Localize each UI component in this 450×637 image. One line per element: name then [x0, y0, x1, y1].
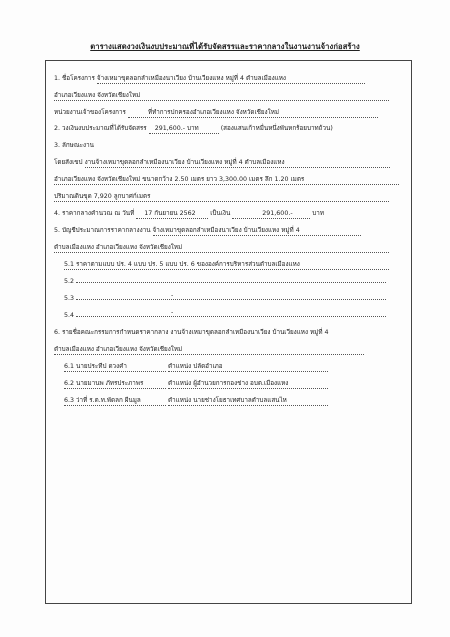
item-4-row — [54, 210, 324, 219]
item-4-date: 17 กันยายน 2562 — [136, 210, 208, 219]
item-5-1: 5.1 ราคาตามแบบ ปร. 4 แบบ ปร. 5 แบบ ปร. 6 ขององค์การบริหารส่วนตำบลเมืองแหง — [64, 261, 389, 270]
member-2-role: ตำแหน่ง ผู้อำนวยการกองช่าง อบต.เมืองแหง — [168, 380, 328, 389]
item-5-row — [54, 227, 361, 236]
item-5-1-row — [64, 261, 389, 270]
item-1-value: จ้างเหมาขุดลอกลำเหมืองนาเวียง บ้านเวียงแหง หมู่ที่ 4 ตำบลเมืองแหง — [97, 75, 365, 84]
item-5-value-line2 — [54, 244, 389, 253]
member-1-role: ตำแหน่ง ปลัดอำเภอ — [168, 363, 328, 372]
item-6-value-line2 — [54, 346, 364, 355]
item-5-3-label: 5.3 — [64, 295, 75, 302]
item-4-amount: 291,600.- — [232, 210, 310, 219]
item-1-agency-value: ที่ทำการปกครองอำเภอเวียงแหง จังหวัดเชียงใหม่ — [128, 109, 378, 118]
item-5-3-row — [64, 295, 386, 303]
item-4-label: 4. ราคากลางคำนวณ ณ วันที่ — [54, 210, 135, 217]
item-1-value2: อำเภอเวียงแหง จังหวัดเชียงใหม่ — [54, 92, 389, 101]
item-5-4-line — [76, 316, 386, 317]
member-3-name: 6.3 ว่าที่ ร.ต.ท.พัดลก ผืนมูล — [64, 397, 166, 406]
item-5-label: 5. บัญชีประมาณการราคากลางงาน — [54, 227, 151, 234]
item-2-note: (สองแสนเก้าหมื่นหนึ่งพันหกร้อยบาทถ้วน) — [220, 125, 333, 132]
item-5-3-line — [76, 299, 386, 300]
member-2-name: 6.2 นายมานพ ภัทรประภาพร — [64, 380, 166, 389]
item-4-amount-label: เป็นเงิน — [210, 210, 231, 217]
item-5-value2: ตำบลเมืองแหง อำเภอเวียงแหง จังหวัดเชียงใหม่ — [54, 244, 389, 253]
item-1-value-line2 — [54, 92, 389, 101]
member-3-row — [64, 397, 328, 406]
item-2-row — [54, 125, 333, 134]
item-6-row — [54, 329, 329, 337]
item-5-value: จ้างเหมาขุดลอกลำเหมืองนาเวียง บ้านเวียงแหง หมู่ที่ 4 — [153, 227, 361, 236]
member-2-row — [64, 380, 328, 389]
item-3-desc-line2 — [54, 176, 399, 185]
item-3-desc-label: โดยสังเขป — [54, 159, 83, 166]
item-3-desc-line3 — [54, 193, 389, 202]
item-3-label: 3. ลักษณะงาน — [54, 142, 94, 149]
item-3-desc1: งานจ้างเหมาขุดลอกลำเหมืองนาเวียง บ้านเวียงแหง หมู่ที่ 4 ตำบลเมืองแหง — [85, 159, 390, 168]
item-5-4-row — [64, 312, 386, 320]
item-2-label: 2. วงเงินงบประมาณที่ได้รับจัดสรร — [54, 125, 147, 132]
member-1-name: 6.1 นายประทีป ดวงคำ — [64, 363, 166, 372]
member-3-role: ตำแหน่ง นายช่างโยธาเทศบาลตำบลแสนไห — [168, 397, 328, 406]
document-frame — [45, 60, 412, 604]
item-3-desc2: อำเภอเวียงแหง จังหวัดเชียงใหม่ ขนาดกว้าง 2.50 เมตร ยาว 3,300.00 เมตร ลึก 1.20 เมตร — [54, 176, 399, 185]
item-5-2-label: 5.2 — [64, 278, 75, 285]
item-1-agency-row — [54, 109, 378, 118]
item-3-desc-row — [54, 159, 390, 168]
page-title: ตารางแสดงวงเงินงบประมาณที่ได้รับจัดสรรและราคากลางในงานงานจ้างก่อสร้าง — [90, 42, 360, 51]
item-3-desc3: ปริมาณดินขุด 7,920 ลูกบาศก์เมตร — [54, 193, 389, 202]
item-5-2-line — [76, 282, 386, 283]
item-5-3-dash: - — [171, 309, 174, 316]
item-5-2-dash: - — [171, 292, 174, 299]
item-5-2-row — [64, 278, 386, 286]
item-6-value2: ตำบลเมืองแหง อำเภอเวียงแหง จังหวัดเชียงใหม่ — [54, 346, 364, 355]
item-1-agency-label: หน่วยงานเจ้าของโครงการ — [54, 109, 126, 116]
item-6-label: 6. รายชื่อคณะกรรมการกำหนดราคากลาง งานจ้างเหมาขุดลอกลำเหมืองนาเวียง บ้านเวียงแหง หมู่ที่ 4 — [54, 329, 329, 336]
item-1-row — [54, 75, 365, 84]
item-5-4-label: 5.4 — [64, 312, 75, 319]
item-1-label: 1. ชื่อโครงการ — [54, 75, 95, 82]
member-1-row — [64, 363, 328, 372]
item-4-unit: บาท — [312, 210, 324, 217]
item-2-value: 291,600.- บาท — [149, 125, 219, 134]
